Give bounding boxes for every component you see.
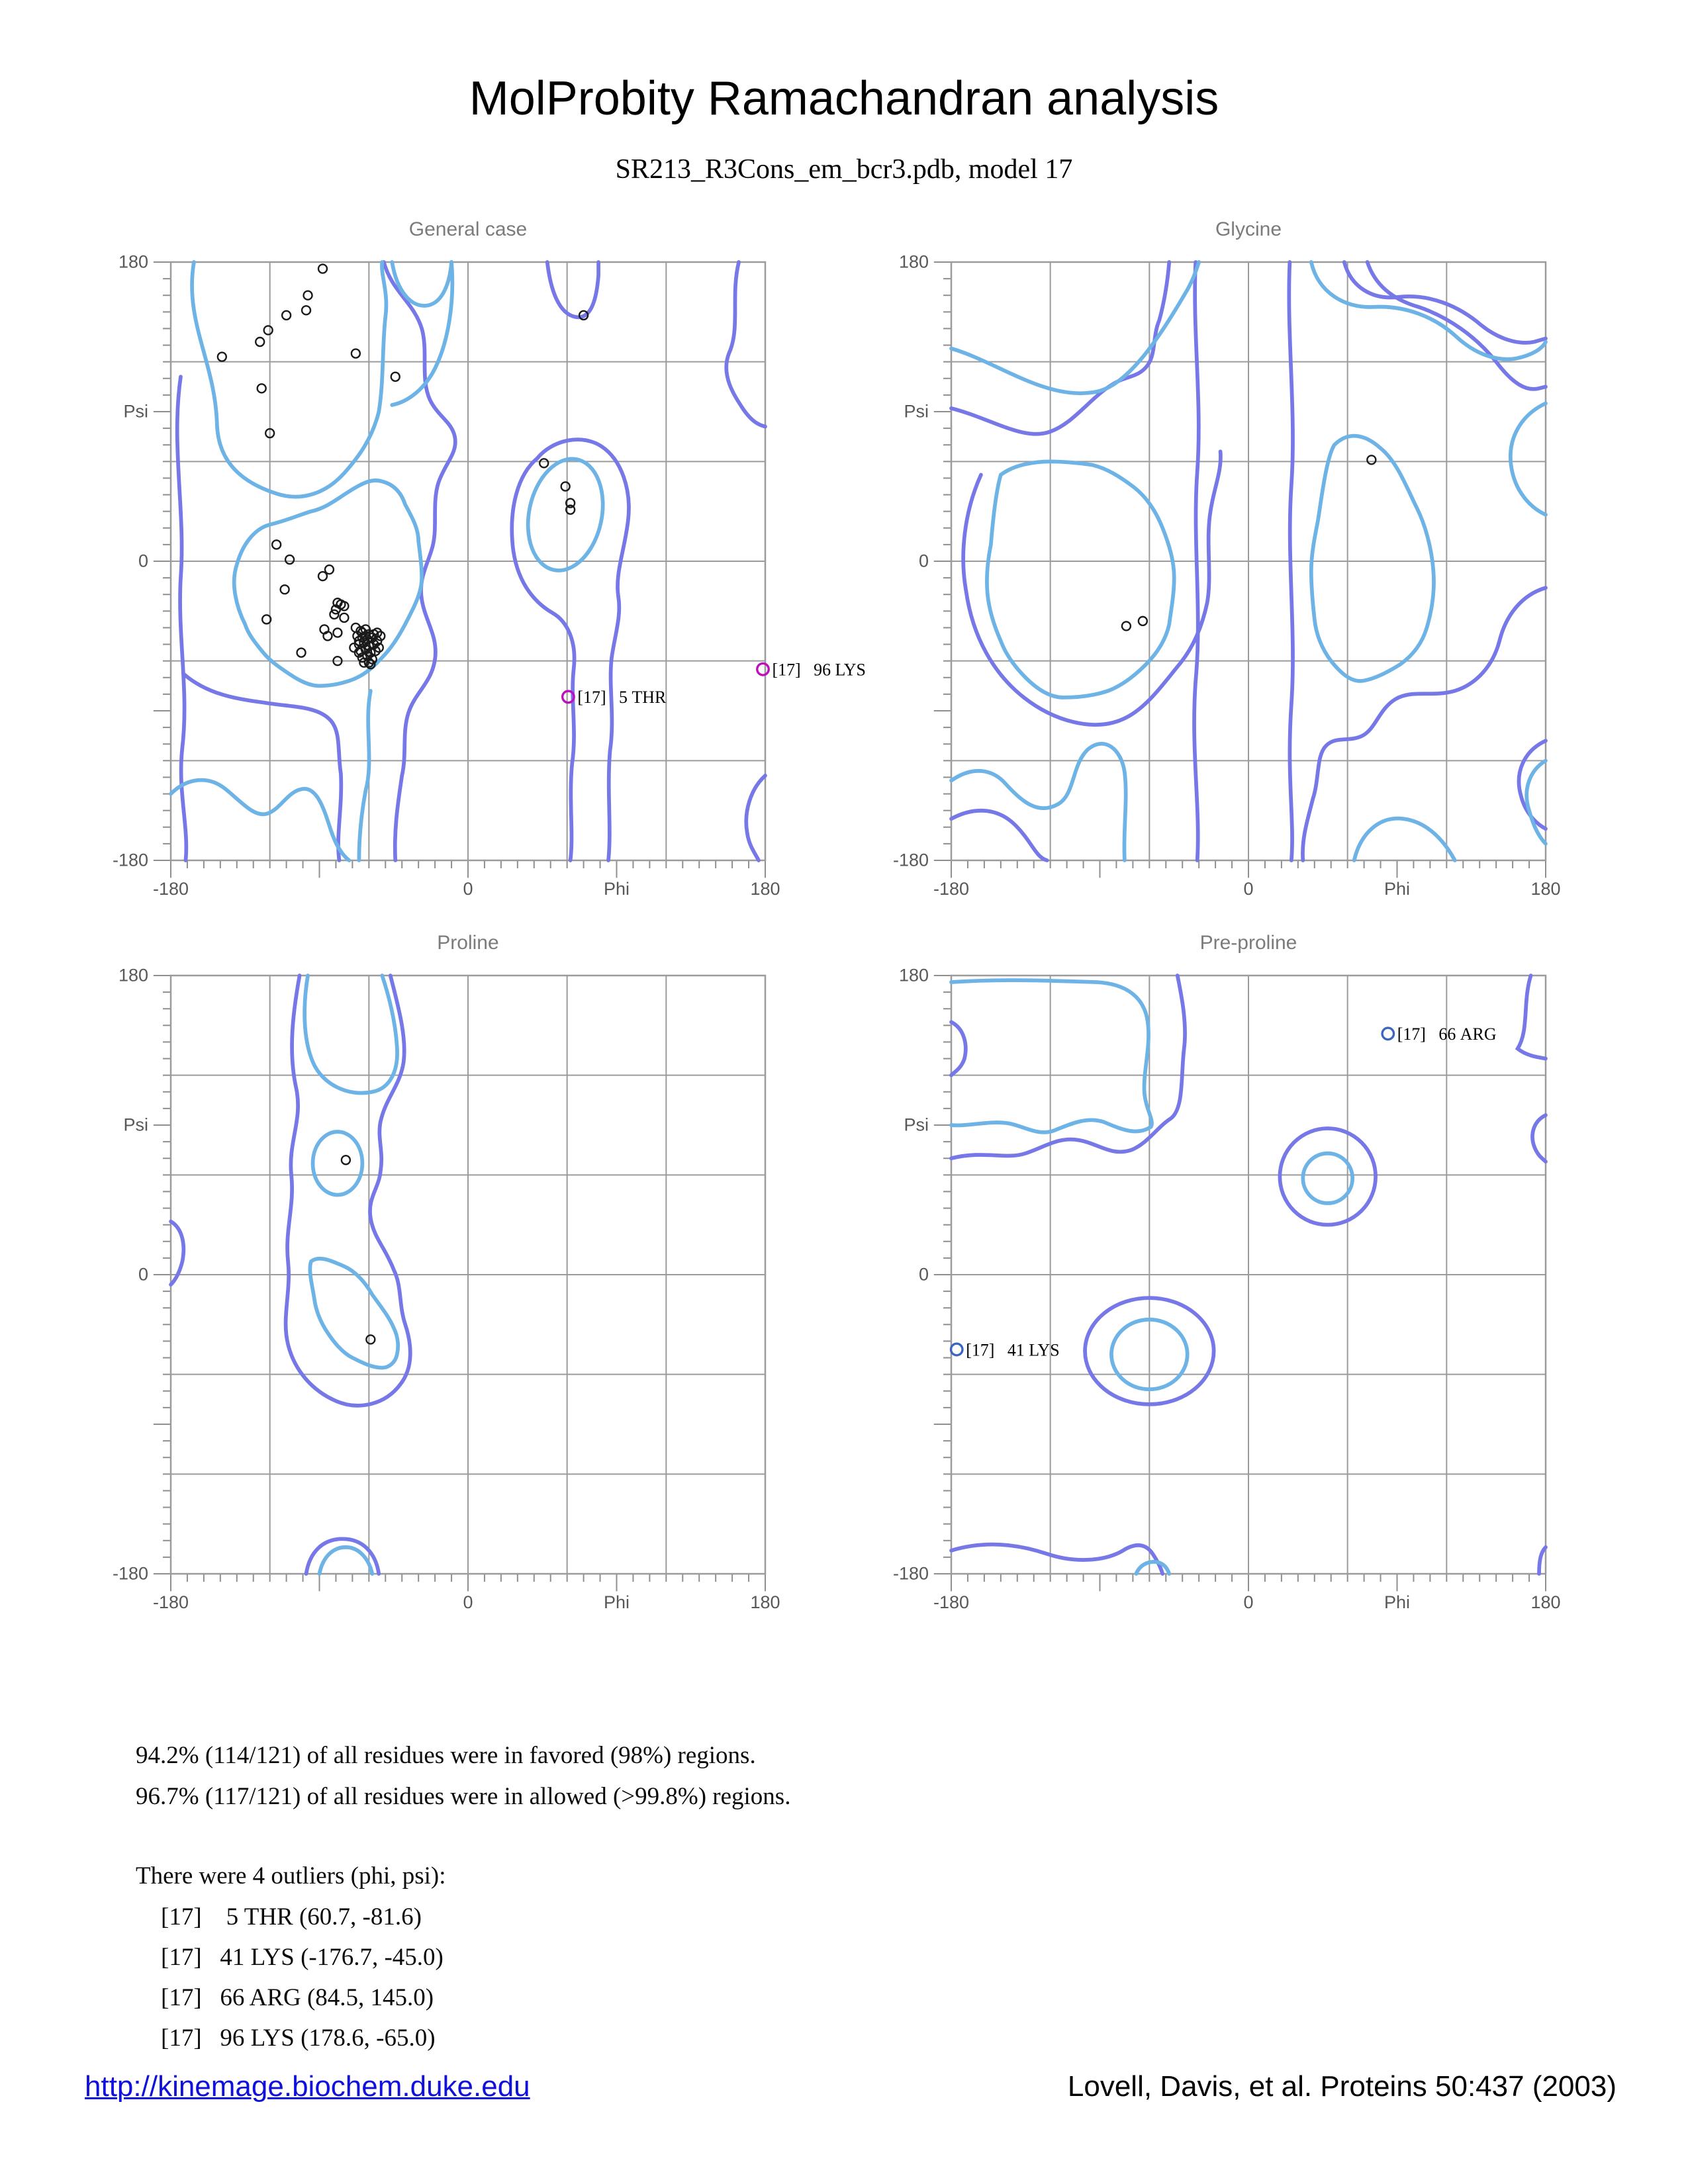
favored-stat-line: 94.2% (114/121) of all residues were in favored (98%) regions. [136,1742,756,1769]
y-axis-label: Psi [904,1115,929,1135]
outlier-row: [17] 41 LYS (-176.7, -45.0) [161,1944,444,1971]
residue-point [318,265,327,273]
y-axis-label: Psi [123,1115,148,1135]
contour-allowed [547,262,598,317]
y-axis-label: 180 [898,251,929,272]
y-axis-label: 180 [118,251,148,272]
plot-canvas-proline [112,965,780,1612]
ramachandran-canvas-general [171,262,866,860]
contour-allowed [726,262,765,427]
plot-title-glycine: Glycine [1215,218,1282,240]
citation-text: Lovell, Davis, et al. Proteins 50:437 (2003) [1067,2070,1617,2103]
y-axis-label: 0 [918,1264,929,1285]
residue-point [218,353,226,361]
contour-favored [1303,1154,1352,1203]
kinemage-link[interactable]: http://kinemage.biochem.duke.edu [85,2070,530,2103]
x-axis-label: Phi [603,1592,630,1612]
allowed-stat-line: 96.7% (117/121) of all residues were in allowed (>99.8%) regions. [136,1783,791,1810]
residue-point [282,311,291,320]
plot-title-preproline: Pre-proline [1199,932,1297,954]
contour-allowed [951,811,1047,860]
contour-allowed [184,674,341,860]
contour-allowed [746,776,765,860]
contour-favored [951,980,1152,1132]
residue-point [1139,617,1147,625]
contour-favored [1511,403,1546,514]
ramachandran-canvas-glycine [951,262,1546,860]
x-axis-label: 180 [750,1592,780,1612]
residue-point [256,338,264,346]
x-axis-label: Phi [603,879,630,899]
y-axis-label: 0 [138,551,148,571]
outliers-heading: There were 4 outliers (phi, psi): [136,1862,446,1889]
contour-favored [1136,1562,1169,1574]
outlier-row: [17] 66 ARG (84.5, 145.0) [161,1984,434,2011]
contour-favored [234,480,422,686]
residue-point [352,349,360,358]
outlier-label: [17] 66 ARG [1397,1024,1497,1044]
y-axis-label: 0 [918,551,929,571]
outlier-label: [17] 96 LYS [772,660,866,680]
spacer [136,1817,790,1856]
contour-allowed [512,458,574,860]
x-axis-label: 180 [750,879,780,899]
residue-point [561,482,570,490]
plot-title-general: General case [408,218,528,240]
summary-stats [136,1735,790,2058]
contour-allowed [1303,588,1546,860]
ramachandran-canvas-proline [171,976,765,1574]
y-axis-label: -180 [892,1563,929,1584]
outlier-point [757,663,769,675]
x-axis-label: 0 [1243,1592,1254,1612]
x-axis-label: 0 [1243,879,1254,899]
x-axis-label: 0 [463,879,473,899]
plot-proline [112,932,780,1612]
contour-allowed [951,1022,966,1075]
contour-allowed [1532,1115,1546,1161]
contour-favored [1526,760,1546,844]
contour-favored [320,1547,373,1574]
y-axis-label: 0 [138,1264,148,1285]
contour-allowed [951,262,1169,434]
x-axis-label: -180 [152,879,189,899]
residue-point [258,384,266,392]
y-axis-label: -180 [112,850,148,870]
residue-point [272,540,281,549]
residue-point [264,326,273,334]
x-axis-label: 180 [1530,1592,1561,1612]
contour-allowed [538,439,629,860]
x-axis-label: -180 [152,1592,189,1612]
y-axis-label: -180 [112,1563,148,1584]
residue-point [340,614,348,622]
contour-allowed [951,1545,1162,1574]
outlier-label: [17] 41 LYS [966,1340,1060,1360]
y-axis-label: -180 [892,850,929,870]
residue-point [285,555,294,564]
residue-point [391,373,400,381]
contour-favored [392,262,451,306]
x-axis-label: -180 [933,1592,970,1612]
contour-allowed [1539,1547,1546,1574]
residue-point [318,572,327,580]
contour-allowed [1368,262,1546,389]
x-axis-label: 180 [1530,879,1561,899]
contour-allowed [1280,1128,1376,1225]
contour-allowed [1289,262,1293,860]
contour-allowed [306,1539,379,1574]
y-axis-label: 180 [898,965,929,985]
residue-point [281,585,289,594]
plot-title-proline: Proline [437,932,499,954]
model-subtitle: SR213_R3Cons_em_bcr3.pdb, model 17 [615,154,1073,185]
residue-point [304,291,312,300]
plot-general-case [112,218,866,899]
contour-allowed [1518,976,1546,1059]
contour-favored [313,1132,363,1195]
residue-point [342,1156,350,1164]
residue-point [325,565,334,574]
outlier-row: [17] 96 LYS (178.6, -65.0) [161,2025,436,2052]
contour-favored [1311,436,1434,681]
outlier-point [1382,1028,1393,1040]
plot-canvas-glycine [892,251,1561,899]
y-axis-label: 180 [118,965,148,985]
x-axis-label: 0 [463,1592,473,1612]
y-axis-label: Psi [123,401,148,422]
outlier-point [951,1343,962,1355]
residue-point [1367,455,1376,464]
residue-point [302,306,310,314]
x-axis-label: -180 [933,879,970,899]
contour-allowed [1194,262,1199,860]
contour-favored [951,262,1199,393]
x-axis-label: Phi [1383,1592,1411,1612]
contour-favored [518,452,613,578]
plot-canvas-general [112,251,866,899]
contour-favored [171,780,349,860]
residue-point [330,610,338,619]
residue-point [1122,621,1131,630]
contour-allowed [963,451,1221,725]
ramachandran-canvas-preproline [951,976,1546,1574]
x-axis-label: Phi [1383,879,1411,899]
plot-preproline [892,932,1561,1612]
plot-glycine [892,218,1561,899]
residue-point [539,459,548,467]
residue-point [333,628,342,637]
page-title: MolProbity Ramachandran analysis [469,72,1219,125]
contour-favored [1354,819,1455,860]
residue-point [297,649,306,657]
outlier-label: [17] 5 THR [577,688,667,707]
outlier-row: [17] 5 THR (60.7, -81.6) [161,1903,422,1931]
y-axis-label: Psi [904,401,929,422]
contour-favored [987,461,1174,698]
residue-point [366,1335,375,1343]
plot-canvas-preproline [892,965,1561,1612]
